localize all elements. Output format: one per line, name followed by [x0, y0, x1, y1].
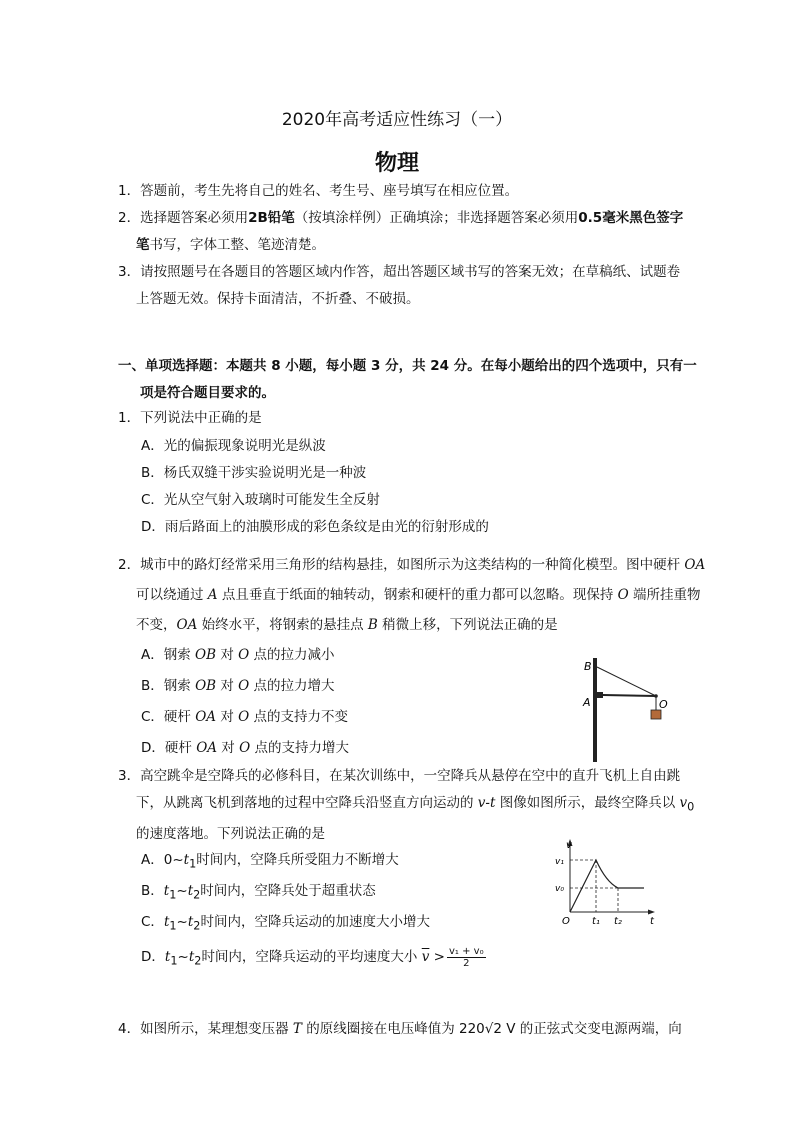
streetlight-figure [578, 652, 678, 764]
note-text: （按填涂样例）正确填涂；非选择题答案必须用 [294, 210, 579, 226]
label-v: v [566, 840, 572, 851]
note-text: 请按照题号在各题目的答题区域内作答，超出答题区域书写的答案无效；在草稿纸、试题卷上答题无效。保持卡面清洁，不折叠、不破损。 [136, 264, 681, 307]
hanging-weight [651, 710, 661, 719]
var-O: O [617, 587, 629, 603]
q2-option-c: C．硬杆 OA 对 O 点的支持力不变 [141, 709, 349, 725]
note-3 [118, 259, 688, 313]
note-text: 书写，字体工整、笔迹清楚。 [149, 237, 325, 253]
note-bold: 2B铅笔 [248, 210, 295, 226]
label-v0: v₀ [555, 884, 564, 894]
q2-option-b: B．钢索 OB 对 O 点的拉力增大 [141, 678, 335, 694]
stem-text: 可以绕通过 [136, 587, 208, 603]
var-v0: v [679, 795, 688, 811]
var-vt: v-t [477, 795, 496, 811]
vt-curve [570, 860, 644, 912]
stem-text: 稍微上移，下列说法正确的是 [377, 617, 558, 633]
note-text: 答题前，考生先将自己的姓名、考生号、座号填写在相应位置。 [140, 183, 519, 199]
stem-text: 3．高空跳伞是空降兵的必修科目，在某次训练中，一空降兵从悬停在空中的直升飞机上自由跳下，从跳离飞机到落地的过程中空降兵沿竖直方向运动的 [118, 768, 681, 811]
q3-option-a: A．$0\sim t_1$时间内，空降兵所受阻力不断增大 [141, 852, 399, 871]
subject-title: 物理 [374, 151, 419, 176]
var-T: T [292, 1021, 302, 1037]
stem-text: 4．如图所示，某理想变压器 [118, 1021, 293, 1037]
stem-text: 2．城市中的路灯经常采用三角形的结构悬挂，如图所示为这类结构的一种简化模型。图中硬杆 [118, 557, 685, 573]
sqrt-two: √2 [484, 1021, 502, 1037]
vt-graph-figure [552, 836, 672, 928]
q2-option-d: D．硬杆 OA 对 O 点的支持力增大 [141, 740, 349, 756]
label-t: t [650, 916, 654, 927]
fraction: $\frac{\text{v₁ + v₀}}{2}$ [448, 945, 484, 969]
label-v1: v₁ [555, 857, 564, 867]
note-2 [118, 205, 688, 259]
note-number: 1． [118, 183, 141, 199]
cable-OB [597, 667, 656, 696]
instructions [118, 178, 688, 313]
q2-option-a: A．钢索 OB 对 O 点的拉力减小 [141, 647, 335, 663]
paper-title: 2020年高考适应性练习（一） [281, 110, 513, 130]
note-number: 3． [118, 264, 141, 280]
var-OA: OA [684, 557, 706, 573]
t-axis-arrow [648, 910, 655, 915]
wall-pole [593, 658, 597, 762]
label-origin: O [562, 916, 570, 927]
stem-text: 的速度落地。下列说法正确的是 [136, 825, 325, 842]
stem-text: 点且垂直于纸面的轴转动，钢索和硬杆的重力都可以忽略。现保持 [217, 587, 618, 603]
mean-velocity: $\overline{v}$ [421, 949, 430, 965]
note-text: 选择题答案必须用 [140, 210, 249, 226]
note-1 [118, 178, 688, 205]
q3-option-c: C．$t_1\sim t_2$时间内，空降兵运动的加速度大小增大 [141, 914, 430, 933]
stem-text: 始终水平，将钢索的悬挂点 [197, 617, 368, 633]
question-1-stem: 1．下列说法中正确的是 [118, 410, 262, 426]
stem-text: 端所挂重物不变， [136, 587, 701, 633]
label-B: B [584, 660, 592, 673]
label-A: A [583, 696, 591, 709]
question-3-stem: 3．高空跳伞是空降兵的必修科目，在某次训练中，一空降兵从悬停在空中的直升飞机上自由跳下，从跳离飞机到落地的过程中空降兵沿竖直方向运动的 v-t 图像如图所示，最终空降兵以 $v_0$ 的速度落地。下列说法正确的是 [118, 768, 695, 842]
q1-option-a: A．光的偏振现象说明光是纵波 [141, 438, 326, 454]
stem-text: V 的正弦式交变电源两端，向 [501, 1021, 682, 1037]
question-4-stem [118, 1016, 706, 1043]
label-O: O [659, 698, 668, 711]
stem-text: 图像如图所示，最终空降兵以 [495, 795, 680, 811]
hinge-A [597, 692, 603, 698]
q1-option-b: B．杨氏双缝干涉实验说明光是一种波 [141, 465, 367, 481]
q3-option-b: B．$t_1\sim t_2$时间内，空降兵处于超重状态 [141, 883, 376, 902]
section-heading: 一、单项选择题：本题共 8 小题，每小题 3 分，共 24 分。在每小题给出的四个选项中，只有一项是符合题目要求的。 [118, 358, 697, 401]
q3-option-d: D．$t_1\sim t_2$时间内，空降兵运动的平均速度大小 $\overline{v}$ > $\frac{\text{v₁ + v₀}}{2}$ [141, 945, 484, 969]
label-t2: t₂ [614, 916, 622, 927]
var-A: A [207, 587, 218, 603]
note-number: 2． [118, 210, 141, 226]
rod-OA [603, 695, 656, 696]
stem-text: 的原线圈接在电压峰值为 220 [301, 1021, 485, 1037]
label-t1: t₁ [592, 916, 600, 927]
question-2-stem [118, 550, 706, 640]
var-OA: OA [176, 617, 198, 633]
note-bold: 0.5毫米黑色签字笔 [136, 210, 684, 253]
var-B: B [367, 617, 378, 633]
q1-option-c: C．光从空气射入玻璃时可能发生全反射 [141, 492, 380, 508]
q1-option-d: D．雨后路面上的油膜形成的彩色条纹是由光的衍射形成的 [141, 519, 489, 535]
